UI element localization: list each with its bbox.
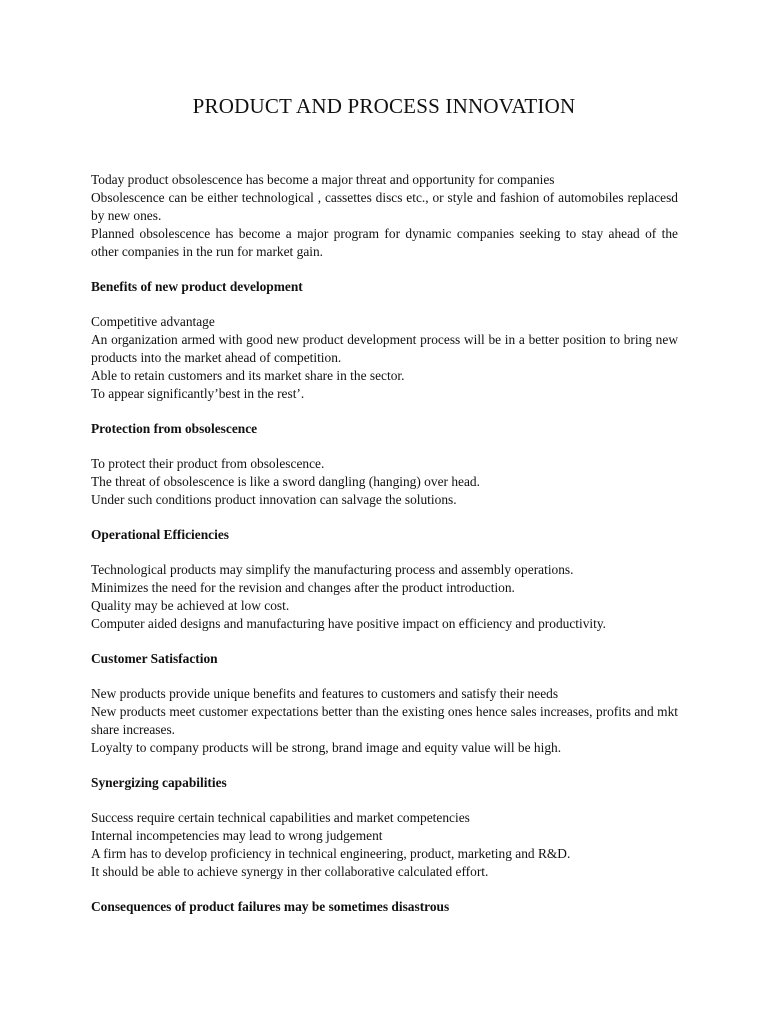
body-line: Success require certain technical capabilities and market competencies bbox=[91, 810, 470, 825]
body-line: To appear significantly’best in the rest’. bbox=[91, 386, 305, 401]
body-line: Competitive advantage bbox=[91, 314, 215, 329]
section-consequences bbox=[91, 898, 678, 916]
intro-line: Planned obsolescence has become a major program for dynamic companies seeking to stay ahead of the other companies in the run for market gain. bbox=[91, 226, 678, 259]
body-line: Minimizes the need for the revision and changes after the product introduction. bbox=[91, 580, 515, 595]
body-line: To protect their product from obsolescence. bbox=[91, 456, 325, 471]
document-body bbox=[91, 171, 678, 916]
section-body bbox=[91, 561, 678, 633]
section-body bbox=[91, 313, 678, 403]
intro-line: Obsolescence can be either technological , cassettes discs etc., or style and fashion of automobiles replacesd by new ones. bbox=[91, 190, 678, 223]
section-operational bbox=[91, 526, 678, 633]
section-protection bbox=[91, 420, 678, 509]
body-line: Internal incompetencies may lead to wrong judgement bbox=[91, 828, 383, 843]
section-body bbox=[91, 455, 678, 509]
body-line: Loyalty to company products will be strong, brand image and equity value will be high. bbox=[91, 740, 562, 755]
section-heading: Operational Efficiencies bbox=[91, 527, 229, 542]
body-line: Under such conditions product innovation can salvage the solutions. bbox=[91, 492, 457, 507]
section-heading: Protection from obsolescence bbox=[91, 421, 258, 436]
intro-paragraphs bbox=[91, 171, 678, 261]
body-line: New products meet customer expectations better than the existing ones hence sales increases, profits and mkt share increases. bbox=[91, 704, 678, 737]
section-heading: Consequences of product failures may be sometimes disastrous bbox=[91, 899, 450, 914]
body-line: Able to retain customers and its market share in the sector. bbox=[91, 368, 405, 383]
section-heading: Benefits of new product development bbox=[91, 279, 303, 294]
body-line: It should be able to achieve synergy in ther collaborative calculated effort. bbox=[91, 864, 489, 879]
body-line: A firm has to develop proficiency in technical engineering, product, marketing and R&D. bbox=[91, 846, 571, 861]
section-heading: Synergizing capabilities bbox=[91, 775, 227, 790]
section-body bbox=[91, 685, 678, 757]
section-heading: Customer Satisfaction bbox=[91, 651, 218, 666]
body-line: New products provide unique benefits and features to customers and satisfy their needs bbox=[91, 686, 559, 701]
intro-line: Today product obsolescence has become a major threat and opportunity for companies bbox=[91, 172, 555, 187]
body-line: Quality may be achieved at low cost. bbox=[91, 598, 290, 613]
body-line: The threat of obsolescence is like a sword dangling (hanging) over head. bbox=[91, 474, 480, 489]
page-title: PRODUCT AND PROCESS INNOVATION bbox=[192, 94, 576, 118]
section-benefits bbox=[91, 278, 678, 403]
body-line: Computer aided designs and manufacturing have positive impact on efficiency and productivity. bbox=[91, 616, 607, 631]
body-line: Technological products may simplify the manufacturing process and assembly operations. bbox=[91, 562, 574, 577]
body-line: An organization armed with good new product development process will be in a better position to bring new products into the market ahead of competition. bbox=[91, 332, 678, 365]
section-body bbox=[91, 809, 678, 881]
section-synergizing bbox=[91, 774, 678, 881]
section-customer bbox=[91, 650, 678, 757]
